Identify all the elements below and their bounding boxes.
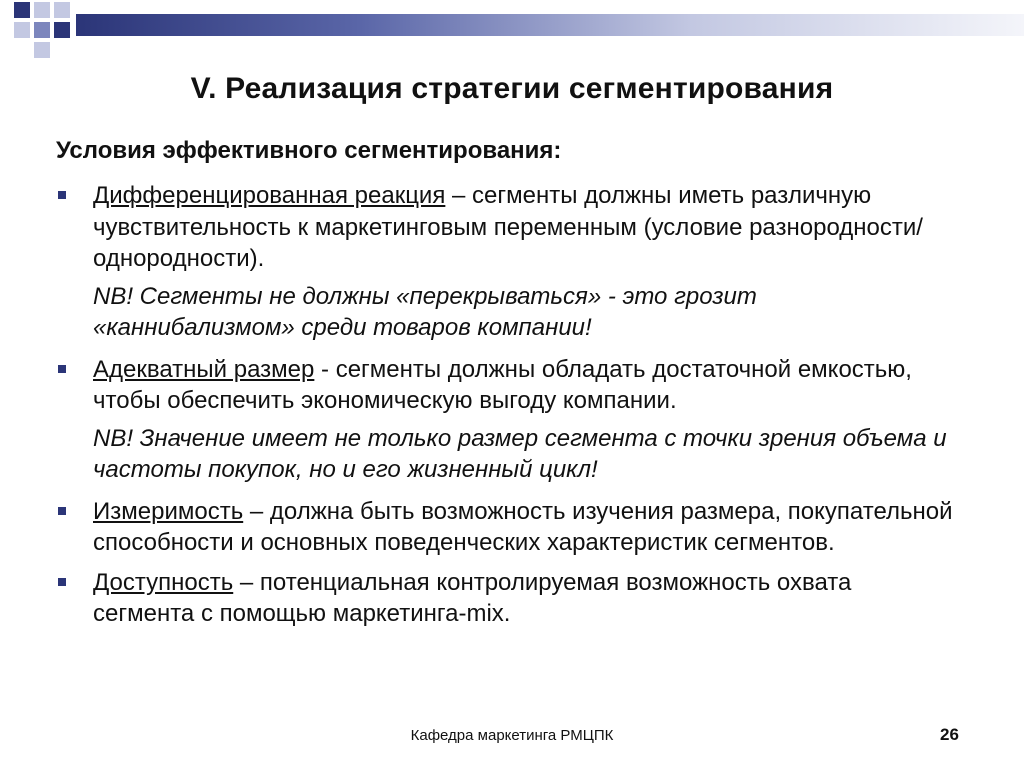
decor-square (14, 22, 30, 38)
decor-square (34, 42, 50, 58)
list-item (56, 354, 956, 417)
decor-square (54, 2, 70, 18)
term-adequate-size: Адекватный размер (93, 355, 315, 383)
list-item (56, 496, 956, 559)
conditions-heading: Условия эффективного сегментирования: (56, 137, 562, 164)
slide-content (56, 136, 956, 630)
term-differentiated-response: Дифференцированная реакция (93, 182, 446, 209)
term-description: – потенциальная контролируемая возможность охвата сегмента с помощью маркетинга-mix. (93, 568, 852, 627)
slide-footer: Кафедра маркетинга РМЦПК (410, 727, 614, 744)
bullet-icon (58, 191, 66, 199)
decor-square (54, 22, 70, 38)
bullet-icon (58, 578, 66, 586)
decor-square (34, 22, 50, 38)
bullet-icon (58, 507, 66, 515)
term-description: – должна быть возможность изучения размера, покупательной способности и основных поведенческих характеристик сегментов. (93, 497, 953, 556)
decor-square (34, 2, 50, 18)
spacer (56, 559, 956, 567)
list-item-text (93, 496, 953, 559)
term-accessibility: Доступность (93, 568, 234, 596)
bullet-icon (58, 365, 66, 373)
header-gradient-bar (76, 14, 1024, 36)
list-item (56, 567, 956, 630)
slide-title: V. Реализация стратегии сегментирования (190, 72, 834, 105)
term-description: - сегменты должны обладать достаточной емкостью, чтобы обеспечить экономическую выгоду компании. (93, 355, 912, 414)
nb-note: NB! Значение имеет не только размер сегмента с точки зрения объема и частоты покупок, но и его жизненный цикл! (93, 424, 947, 483)
term-measurability: Измеримость (93, 497, 244, 525)
list-item-text (93, 354, 953, 417)
page-number: 26 (940, 725, 959, 744)
decor-square (14, 2, 30, 18)
list-item-text (93, 567, 953, 630)
term-description: – сегменты должны иметь различную чувствительность к маркетинговым переменным (условие разнородности/однородности). (93, 182, 923, 272)
list-item-text (93, 180, 953, 275)
nb-note: NB! Сегменты не должны «перекрываться» - это грозит «каннибализмом» среди товаров компании! (93, 282, 757, 341)
list-item (56, 180, 956, 275)
